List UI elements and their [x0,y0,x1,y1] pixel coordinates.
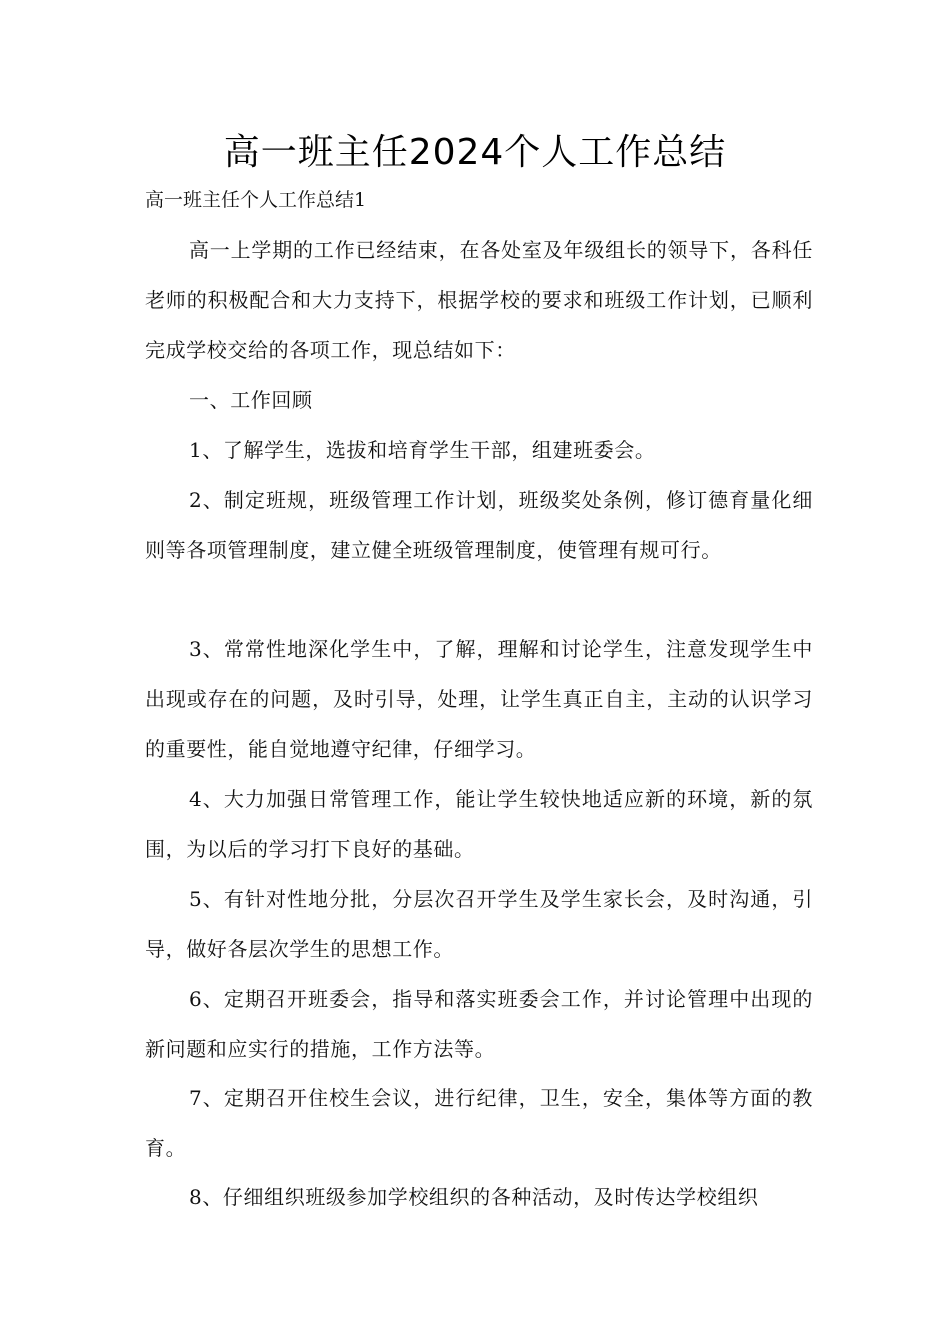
paragraph-item-4: 4、大力加强日常管理工作，能让学生较快地适应新的环境，新的氛围，为以后的学习打下良好的基础。 [145,787,813,861]
paragraph-item-2: 2、制定班规，班级管理工作计划，班级奖处条例，修订德育量化细则等各项管理制度，建立健全班级管理制度，使管理有规可行。 [145,488,813,562]
paragraph-item-5: 5、有针对性地分批，分层次召开学生及学生家长会，及时沟通，引导，做好各层次学生的思想工作。 [145,887,813,961]
section-heading-review: 一、工作回顾 [189,388,313,412]
paragraph-intro: 高一上学期的工作已经结束，在各处室及年级组长的领导下，各科任老师的积极配合和大力支持下，根据学校的要求和班级工作计划，已顺利完成学校交给的各项工作，现总结如下： [145,238,813,362]
document-subtitle: 高一班主任个人工作总结1 [145,189,367,211]
paragraph-item-1: 1、了解学生，选拔和培育学生干部，组建班委会。 [189,438,656,462]
paragraph-item-7: 7、定期召开住校生会议，进行纪律，卫生，安全，集体等方面的教育。 [145,1086,813,1160]
paragraph-item-8: 8、仔细组织班级参加学校组织的各种活动，及时传达学校组织 [189,1185,759,1209]
paragraph-item-6: 6、定期召开班委会，指导和落实班委会工作，并讨论管理中出现的新问题和应实行的措施，工作方法等。 [145,987,813,1061]
paragraph-item-3: 3、常常性地深化学生中，了解，理解和讨论学生，注意发现学生中出现或存在的问题，及时引导，处理，让学生真正自主，主动的认识学习的重要性，能自觉地遵守纪律，仔细学习。 [145,637,813,761]
document-title: 高一班主任2024个人工作总结 [223,132,727,173]
